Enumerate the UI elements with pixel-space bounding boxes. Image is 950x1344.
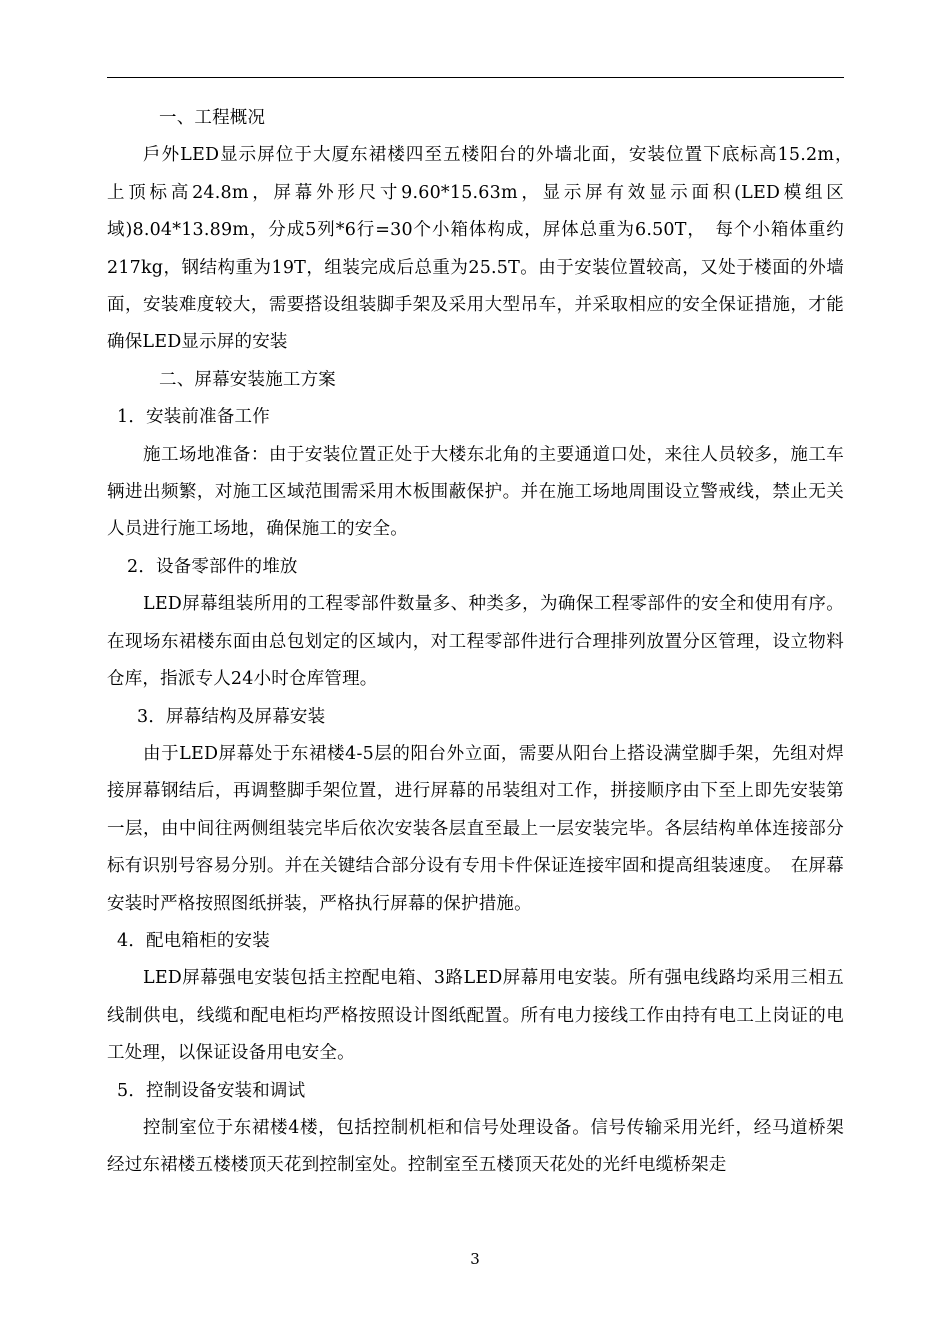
screen-structure-paragraph: 由于LED屏幕处于东裙楼4-5层的阳台外立面，需要从阳台上搭设满堂脚手架，先组对焊接屏幕钢结后，再调整脚手架位置，进行屏幕的吊装组对工作，拼接顺序由下至上即先安装第一层，由中间往两侧组装完毕后依次安装各层直至最上一层安装完毕。各层结构单体连接部分标有识别号容易分别。并在关键结合部分设有专用卡件保证连接牢固和提高组装速度。 在屏幕安装时严格按照图纸拼装，严格执行屏幕的保护措施。: [107, 743, 844, 914]
subheading-control-equipment: 5．控制设备安装和调试: [117, 1080, 306, 1101]
control-equipment-paragraph: 控制室位于东裙楼4楼，包括控制机柜和信号处理设备。信号传输采用光纤，经马道桥架经过东裙楼五楼楼顶天花到控制室处。控制室至五楼顶天花处的光纤电缆桥架走: [107, 1117, 844, 1176]
parts-storage-paragraph: LED屏幕组装所用的工程零部件数量多、种类多，为确保工程零部件的安全和使用有序。在现场东裙楼东面由总包划定的区域内，对工程零部件进行合理排列放置分区管理，设立物料仓库，指派专人24小时仓库管理。: [107, 594, 844, 690]
subheading-preparation: 1．安装前准备工作: [117, 407, 270, 428]
power-cabinet-paragraph: LED屏幕强电安装包括主控配电箱、3路LED屏幕用电安装。所有强电线路均采用三相五线制供电，线缆和配电柜均严格按照设计图纸配置。所有电力接线工作由持有电工上岗证的电工处理，以保证设备用电安全。: [107, 968, 844, 1064]
subheading-parts-storage: 2．设备零部件的堆放: [127, 556, 298, 577]
subheading-screen-structure: 3．屏幕结构及屏幕安装: [137, 706, 326, 727]
page-number: 3: [470, 1250, 480, 1268]
overview-paragraph: 戶外LED显示屏位于大厦东裙楼四至五楼阳台的外墙北面，安装位置下底标高15.2m， 上顶标高24.8m，屏幕外形尺寸9.60*15.63m，显示屏有效显示面积(LED模组区域)8.04*13.89m，分成5列*6行=30个小箱体构成，屏体总重为6.50T， 每个小箱体重约217kg，钢结构重为19T，组装完成后总重为25.5T。由于安装位置较高，又处于楼面的外墙面，安装难度较大，需要搭设组装脚手架及采用大型吊车，并采取相应的安全保证措施，才能确保LED显示屏的安装: [107, 145, 862, 353]
preparation-paragraph: 施工场地准备：由于安装位置正处于大楼东北角的主要通道口处，来往人员较多，施工车辆进出频繁，对施工区域范围需采用木板围蔽保护。并在施工场地周围设立警戒线，禁止无关人员进行施工场地，确保施工的安全。: [107, 444, 844, 540]
header-rule: [107, 77, 844, 78]
subheading-power-cabinet: 4．配电箱柜的安装: [117, 930, 270, 951]
section-heading-overview: 一、工程概况: [159, 108, 266, 128]
section-heading-installation-plan: 二、屏幕安装施工方案: [159, 369, 336, 390]
document-body: [107, 100, 862, 1185]
